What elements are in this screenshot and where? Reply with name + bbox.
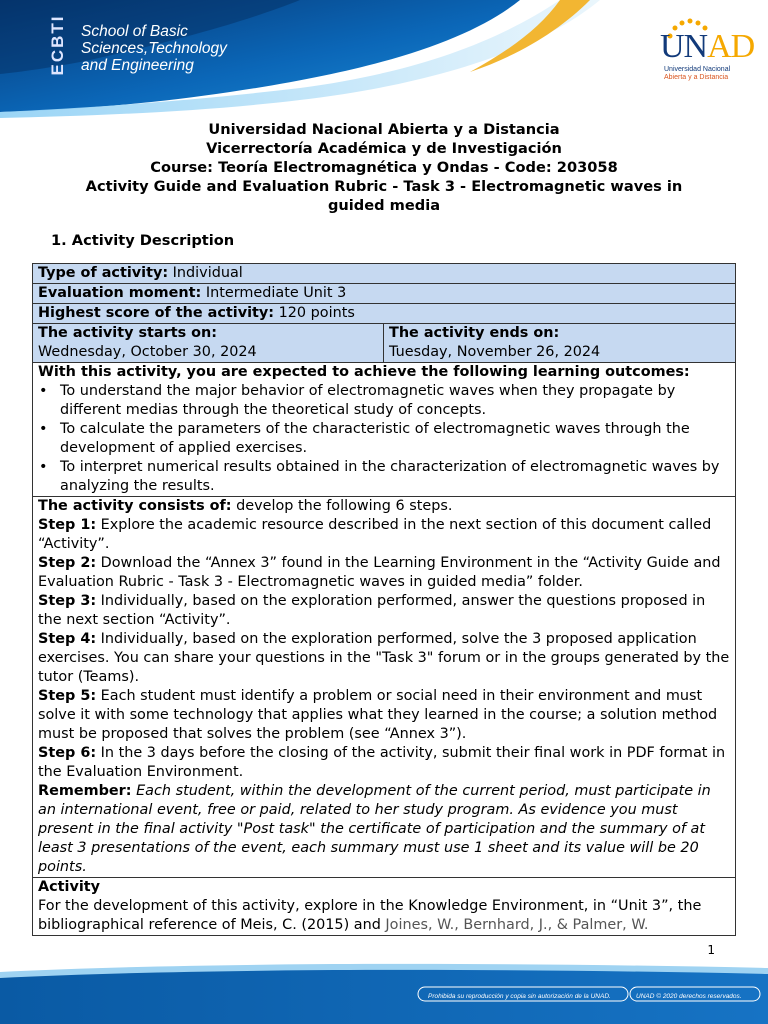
title-line: Universidad Nacional Abierta y a Distancia bbox=[208, 121, 560, 138]
logo-subtitle: Universidad Nacional bbox=[664, 66, 731, 73]
row-value: Intermediate Unit 3 bbox=[201, 285, 347, 301]
row-evaluation bbox=[33, 284, 735, 304]
row-score bbox=[33, 304, 735, 324]
footer-banner bbox=[0, 962, 768, 1024]
title-line: Activity Guide and Evaluation Rubric - Task 3 - Electromagnetic waves in bbox=[85, 178, 683, 195]
activity-text: For the development of this activity, explore in the Knowledge Environment, in “Unit 3”, the bibliographical reference of Meis, C. (2015) and bbox=[38, 898, 702, 933]
step-text: In the 3 days before the closing of the activity, submit their final work in PDF format in the Evaluation Environment. bbox=[38, 745, 726, 780]
row-dates bbox=[33, 324, 735, 363]
school-name bbox=[81, 23, 227, 74]
remember-label: Remember: bbox=[38, 783, 132, 799]
activity-table bbox=[32, 263, 736, 936]
step-label: Step 1: bbox=[38, 517, 97, 533]
school-line: and Engineering bbox=[81, 57, 194, 74]
title-line: Vicerrectoría Académica y de Investigación bbox=[206, 140, 562, 157]
step-item bbox=[38, 592, 730, 630]
outcomes-list bbox=[38, 382, 730, 496]
start-date-cell bbox=[33, 324, 384, 362]
step-label: Step 6: bbox=[38, 745, 97, 761]
remember-note bbox=[38, 782, 730, 877]
title-line: Course: Teoría Electromagnética y Ondas - Code: 203058 bbox=[150, 159, 618, 176]
step-label: Step 5: bbox=[38, 688, 97, 704]
consists-label: The activity consists of: bbox=[38, 498, 232, 514]
end-date-cell bbox=[384, 324, 735, 362]
footer-notice: Prohibida su reproducción y copia sin autorización de la UNAD. bbox=[428, 993, 611, 1000]
step-text: Download the “Annex 3” found in the Learning Environment in the “Activity Guide and Evaluation Rubric - Task 3 - Electromagnetic waves in guided media” folder. bbox=[38, 555, 721, 590]
step-item bbox=[38, 554, 730, 592]
step-label: Step 3: bbox=[38, 593, 97, 609]
row-label: Highest score of the activity: bbox=[38, 305, 275, 321]
row-label: Evaluation moment: bbox=[38, 285, 202, 301]
school-line: Sciences,Technology bbox=[81, 40, 227, 57]
header-banner bbox=[0, 0, 768, 118]
activity-reference: Joines, W., Bernhard, J., & Palmer, W. bbox=[385, 917, 649, 933]
row-type bbox=[33, 264, 735, 284]
row-label: Type of activity: bbox=[38, 265, 169, 281]
logo-wordmark: UNAD bbox=[660, 28, 755, 65]
start-label: The activity starts on: bbox=[38, 325, 218, 341]
row-value: 120 points bbox=[274, 305, 355, 321]
consists-value: develop the following 6 steps. bbox=[231, 498, 453, 514]
title-line: guided media bbox=[327, 197, 441, 214]
step-item bbox=[38, 744, 730, 782]
step-item bbox=[38, 687, 730, 744]
step-text: Explore the academic resource described in the next section of this document called “Activity”. bbox=[38, 517, 712, 552]
school-line: School of Basic bbox=[81, 23, 188, 40]
step-label: Step 4: bbox=[38, 631, 97, 647]
row-outcomes bbox=[33, 363, 735, 497]
page-number: 1 bbox=[707, 943, 715, 957]
section-heading: 1. Activity Description bbox=[51, 232, 235, 249]
document-title-block bbox=[30, 120, 738, 215]
outcome-item: • To calculate the parameters of the characteristic of electromagnetic waves through the development of applied exercises. bbox=[38, 420, 730, 458]
outcome-item: • To interpret numerical results obtained in the characterization of electromagnetic waves by analyzing the results. bbox=[38, 458, 730, 496]
step-item bbox=[38, 630, 730, 687]
ecbti-mark: ECBTI bbox=[48, 14, 67, 76]
row-value: Individual bbox=[168, 265, 243, 281]
step-label: Step 2: bbox=[38, 555, 97, 571]
step-item bbox=[38, 516, 730, 554]
step-text: Individually, based on the exploration performed, solve the 3 proposed application exercises. You can share your questions in the "Task 3" forum or in the groups generated by the tutor (Teams). bbox=[38, 631, 730, 685]
end-label: The activity ends on: bbox=[389, 325, 560, 341]
row-activity bbox=[33, 878, 735, 935]
unad-logo bbox=[660, 18, 760, 88]
remember-text: Each student, within the development of the current period, must participate in an international event, free or paid, related to her study program. As evidence you must present in the final activity "Post task" the certificate of participation and the summary of at least 3 presentations of the event, each summary must use 1 sheet and its value will be 20 points. bbox=[38, 783, 711, 875]
end-value: Tuesday, November 26, 2024 bbox=[389, 344, 601, 360]
logo-subtitle: Abierta y a Distancia bbox=[664, 74, 729, 81]
outcomes-heading: With this activity, you are expected to achieve the following learning outcomes: bbox=[38, 364, 690, 380]
activity-heading: Activity bbox=[38, 879, 101, 895]
row-steps bbox=[33, 497, 735, 878]
outcome-item: • To understand the major behavior of electromagnetic waves when they propagate by different medias through the theoretical study of concepts. bbox=[38, 382, 730, 420]
step-text: Each student must identify a problem or social need in their environment and must solve it with some technology that applies what they learned in the course; a solution method must be proposed that solves the problem (see “Annex 3”). bbox=[38, 688, 718, 742]
footer-copyright: UNAD © 2020 derechos reservados. bbox=[636, 993, 742, 1000]
step-text: Individually, based on the exploration performed, answer the questions proposed in the next section “Activity”. bbox=[38, 593, 706, 628]
start-value: Wednesday, October 30, 2024 bbox=[38, 344, 257, 360]
